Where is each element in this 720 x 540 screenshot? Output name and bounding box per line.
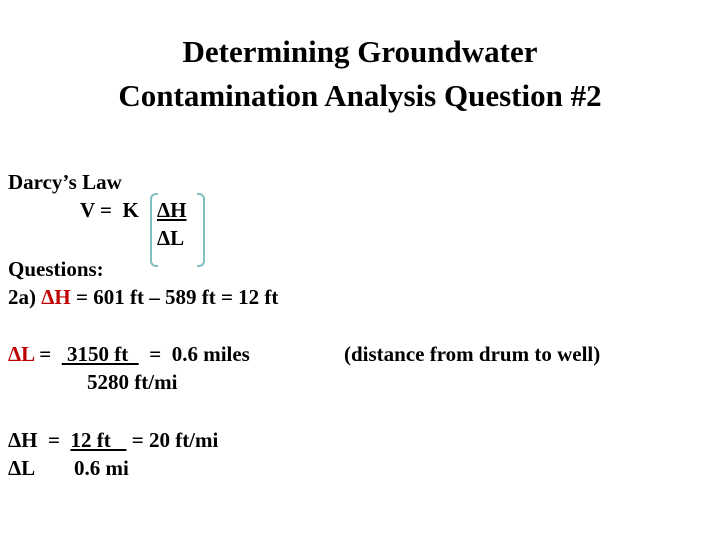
right-bracket xyxy=(197,193,205,267)
slide-title xyxy=(0,30,720,118)
gradient-label-bottom: ΔL xyxy=(8,456,36,480)
delta-l-line xyxy=(8,342,250,366)
gradient-label-top: ΔH xyxy=(8,428,38,452)
darcy-numerator: ΔH xyxy=(157,198,187,222)
gradient-line xyxy=(8,428,218,452)
gradient-eq1: = xyxy=(37,428,71,452)
delta-l-note: (distance from drum to well) xyxy=(344,342,601,366)
q2a-label: 2a) xyxy=(8,285,42,309)
delta-l-eq2: = 0.6 miles xyxy=(138,342,250,366)
gradient-numerator: 12 ft xyxy=(70,428,127,452)
title-line-1: Determining Groundwater xyxy=(182,34,538,69)
title-line-2: Contamination Analysis Question #2 xyxy=(118,78,602,113)
questions-heading: Questions: xyxy=(8,257,104,281)
left-bracket xyxy=(150,193,158,267)
delta-l-denominator: 5280 ft/mi xyxy=(87,370,178,394)
question-2a xyxy=(8,285,278,309)
darcy-denominator: ΔL xyxy=(157,226,185,250)
delta-l-eq1: = xyxy=(34,342,62,366)
q2a-rest: = 601 ft – 589 ft = 12 ft xyxy=(70,285,279,309)
delta-l-label: ΔL xyxy=(8,342,35,366)
darcy-heading: Darcy’s Law xyxy=(8,170,122,194)
darcy-lhs: V = K xyxy=(80,198,139,222)
gradient-result: = 20 ft/mi xyxy=(126,428,219,452)
delta-l-numerator: 3150 ft xyxy=(61,342,139,366)
q2a-delta-h: ΔH xyxy=(41,285,71,309)
gradient-denominator: 0.6 mi xyxy=(74,456,129,480)
